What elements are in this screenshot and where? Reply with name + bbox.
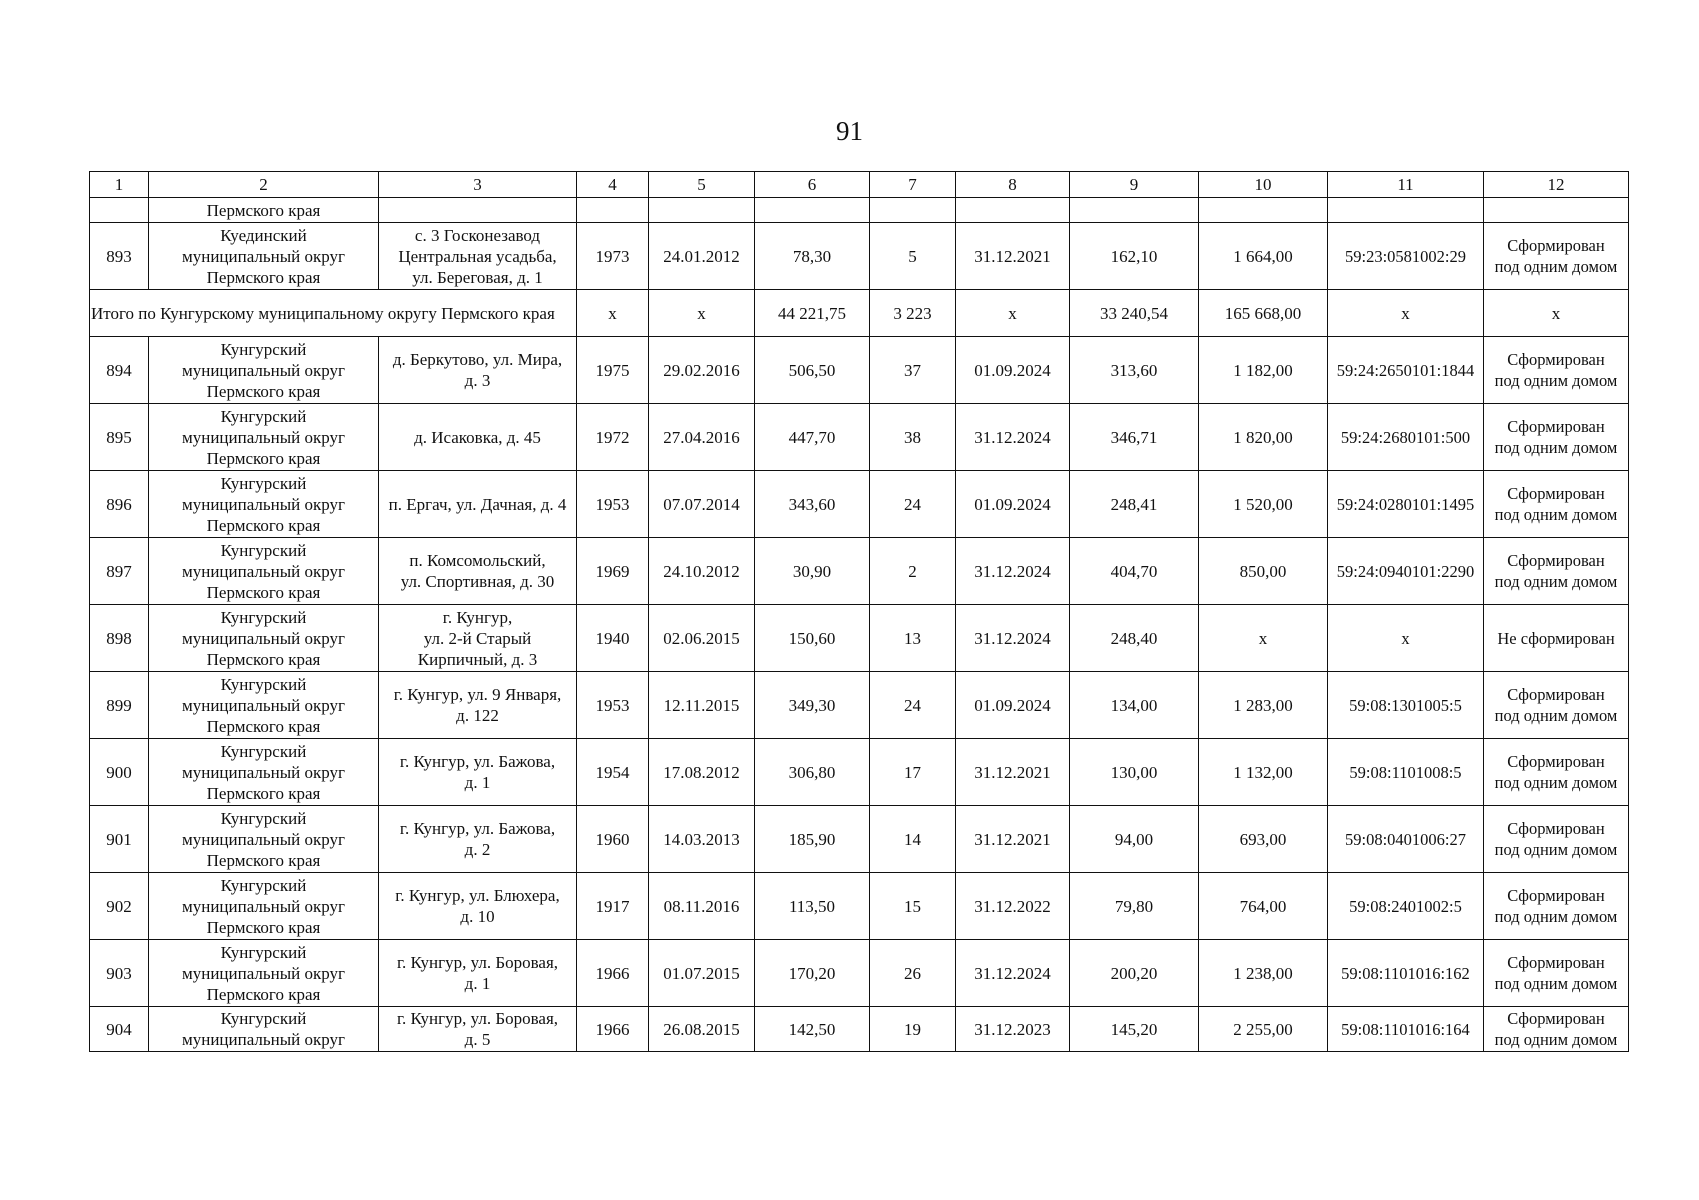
- row-number: 898: [90, 605, 149, 672]
- date-cell: 29.02.2016: [649, 337, 755, 404]
- area-cell: 349,30: [755, 672, 870, 739]
- total-cell: х: [577, 290, 649, 337]
- table-cell: [379, 198, 577, 223]
- column-10-cell: 1 664,00: [1199, 223, 1328, 290]
- column-10-cell: 764,00: [1199, 873, 1328, 940]
- area-cell: 30,90: [755, 538, 870, 605]
- table-cell: [956, 198, 1070, 223]
- cadastral-number-cell: 59:24:0280101:1495: [1328, 471, 1484, 538]
- district-cell-line: Куединский: [220, 225, 307, 245]
- area-cell: 185,90: [755, 806, 870, 873]
- address-cell-line: ул. 2-й Старый: [423, 628, 532, 648]
- column-10-cell: 693,00: [1199, 806, 1328, 873]
- date-cell: 14.03.2013: [649, 806, 755, 873]
- year-cell: 1940: [577, 605, 649, 672]
- column-header: 10: [1199, 172, 1328, 198]
- year-cell: 1953: [577, 672, 649, 739]
- address-cell-line: д. 122: [456, 706, 499, 725]
- total-cell: 165 668,00: [1199, 290, 1328, 337]
- year-cell: 1966: [577, 1007, 649, 1052]
- status-cell-line: Сформирован: [1507, 551, 1605, 570]
- district-cell-line: муниципальный округ: [181, 762, 346, 782]
- district-cell: [149, 471, 379, 538]
- column-9-cell: 134,00: [1070, 672, 1199, 739]
- district-cell-line: муниципальный округ: [181, 695, 346, 715]
- status-cell-line: Сформирован: [1507, 752, 1605, 771]
- deadline-cell: 31.12.2024: [956, 940, 1070, 1007]
- address-cell: [379, 605, 577, 672]
- total-cell: 33 240,54: [1070, 290, 1199, 337]
- district-cell-line: Пермского края: [206, 783, 321, 803]
- cadastral-number-cell: 59:24:2680101:500: [1328, 404, 1484, 471]
- address-cell: [379, 1007, 577, 1052]
- row-number: 903: [90, 940, 149, 1007]
- residents-cell: 2: [870, 538, 956, 605]
- address-cell-line: г. Кунгур, ул. Блюхера,: [395, 886, 560, 905]
- table-row: [90, 806, 1629, 873]
- district-cell-line: Кунгурский: [220, 942, 307, 962]
- table-cell: [1328, 198, 1484, 223]
- total-cell: х: [956, 290, 1070, 337]
- residents-cell: 14: [870, 806, 956, 873]
- status-cell: [1484, 337, 1629, 404]
- area-cell: 150,60: [755, 605, 870, 672]
- year-cell: 1953: [577, 471, 649, 538]
- year-cell: 1972: [577, 404, 649, 471]
- column-number-header-row: [90, 172, 1629, 198]
- column-10-cell: 2 255,00: [1199, 1007, 1328, 1052]
- address-cell: [379, 404, 577, 471]
- row-number: 895: [90, 404, 149, 471]
- address-cell-line: г. Кунгур, ул. Боровая,: [396, 1009, 559, 1028]
- table-row: [90, 337, 1629, 404]
- district-cell-line: Кунгурский: [220, 473, 307, 493]
- column-10-cell: 1 283,00: [1199, 672, 1328, 739]
- year-cell: 1969: [577, 538, 649, 605]
- status-cell-line: под одним домом: [1494, 438, 1618, 457]
- residents-cell: 15: [870, 873, 956, 940]
- deadline-cell: 31.12.2023: [956, 1007, 1070, 1052]
- status-cell: [1484, 223, 1629, 290]
- address-cell-line: г. Кунгур, ул. Боровая,: [396, 953, 559, 972]
- address-cell-line: с. 3 Госконезавод: [414, 225, 541, 245]
- district-cell-line: Кунгурский: [220, 741, 307, 761]
- district-continuation-cell: Пермского края: [149, 198, 379, 223]
- table-cell: [870, 198, 956, 223]
- date-cell: 27.04.2016: [649, 404, 755, 471]
- status-cell-line: Сформирован: [1507, 236, 1605, 255]
- district-cell-line: муниципальный округ: [181, 628, 346, 648]
- address-cell-line: г. Кунгур, ул. 9 Января,: [393, 685, 562, 704]
- column-header: 7: [870, 172, 956, 198]
- status-cell-line: под одним домом: [1494, 706, 1618, 725]
- row-number: 894: [90, 337, 149, 404]
- district-cell: [149, 940, 379, 1007]
- cadastral-number-cell: х: [1328, 605, 1484, 672]
- column-9-cell: 346,71: [1070, 404, 1199, 471]
- table-row: [90, 940, 1629, 1007]
- total-cell: х: [1328, 290, 1484, 337]
- address-cell: [379, 940, 577, 1007]
- column-header: 9: [1070, 172, 1199, 198]
- address-cell: [379, 471, 577, 538]
- district-cell-line: Кунгурский: [220, 674, 307, 694]
- status-cell-line: под одним домом: [1494, 572, 1618, 591]
- status-cell: [1484, 672, 1629, 739]
- table-cell: [1199, 198, 1328, 223]
- column-10-cell: 1 820,00: [1199, 404, 1328, 471]
- district-cell-line: Пермского края: [206, 984, 321, 1004]
- column-9-cell: 313,60: [1070, 337, 1199, 404]
- column-header: 5: [649, 172, 755, 198]
- status-cell-line: Сформирован: [1507, 819, 1605, 838]
- total-cell: х: [649, 290, 755, 337]
- cadastral-number-cell: 59:08:1301005:5: [1328, 672, 1484, 739]
- column-10-cell: х: [1199, 605, 1328, 672]
- district-cell-line: Кунгурский: [220, 339, 307, 359]
- column-10-cell: 1 132,00: [1199, 739, 1328, 806]
- residents-cell: 13: [870, 605, 956, 672]
- deadline-cell: 01.09.2024: [956, 471, 1070, 538]
- district-cell-line: муниципальный округ: [181, 360, 346, 380]
- date-cell: 26.08.2015: [649, 1007, 755, 1052]
- column-9-cell: 200,20: [1070, 940, 1199, 1007]
- status-cell-line: Не сформирован: [1497, 628, 1615, 648]
- district-cell-line: Пермского края: [206, 381, 321, 401]
- row-number: 899: [90, 672, 149, 739]
- column-10-cell: 1 520,00: [1199, 471, 1328, 538]
- area-cell: 78,30: [755, 223, 870, 290]
- date-cell: 24.10.2012: [649, 538, 755, 605]
- address-cell-line: г. Кунгур, ул. Бажова,: [399, 819, 556, 838]
- district-cell: [149, 404, 379, 471]
- deadline-cell: 31.12.2021: [956, 739, 1070, 806]
- year-cell: 1960: [577, 806, 649, 873]
- column-header: 8: [956, 172, 1070, 198]
- row-number: 900: [90, 739, 149, 806]
- table-row: [90, 1007, 1629, 1052]
- address-cell-line: Кирпичный, д. 3: [417, 649, 538, 669]
- address-cell-line: д. Беркутово, ул. Мира,: [392, 350, 563, 369]
- district-cell-line: Пермского края: [206, 649, 321, 669]
- column-9-cell: 404,70: [1070, 538, 1199, 605]
- table-row: [90, 739, 1629, 806]
- total-label: Итого по Кунгурскому муниципальному округу Пермского края: [90, 290, 577, 337]
- district-cell: [149, 1007, 379, 1052]
- district-cell-line: Кунгурский: [220, 406, 307, 426]
- district-cell-line: Пермского края: [206, 850, 321, 870]
- column-10-cell: 1 182,00: [1199, 337, 1328, 404]
- column-10-cell: 850,00: [1199, 538, 1328, 605]
- status-cell: [1484, 1007, 1629, 1052]
- status-cell: [1484, 940, 1629, 1007]
- residents-cell: 5: [870, 223, 956, 290]
- row-number: 904: [90, 1007, 149, 1052]
- cadastral-number-cell: 59:08:1101008:5: [1328, 739, 1484, 806]
- table-cell: [1070, 198, 1199, 223]
- table-cell: [577, 198, 649, 223]
- address-cell-line: п. Ергач, ул. Дачная, д. 4: [388, 494, 567, 514]
- column-9-cell: 94,00: [1070, 806, 1199, 873]
- table-row: [90, 873, 1629, 940]
- deadline-cell: 31.12.2024: [956, 538, 1070, 605]
- status-cell: [1484, 404, 1629, 471]
- status-cell-line: Сформирован: [1507, 484, 1605, 503]
- status-cell-line: под одним домом: [1494, 974, 1618, 993]
- date-cell: 24.01.2012: [649, 223, 755, 290]
- address-cell: [379, 223, 577, 290]
- cadastral-number-cell: 59:23:0581002:29: [1328, 223, 1484, 290]
- date-cell: 01.07.2015: [649, 940, 755, 1007]
- status-cell-line: Сформирован: [1507, 685, 1605, 704]
- address-cell-line: д. 5: [464, 1030, 491, 1049]
- district-cell-line: Кунгурский: [220, 1009, 307, 1028]
- district-cell-line: Пермского края: [206, 267, 321, 287]
- address-cell-line: г. Кунгур,: [442, 607, 513, 627]
- column-9-cell: 130,00: [1070, 739, 1199, 806]
- address-cell-line: д. Исаковка, д. 45: [414, 427, 541, 447]
- deadline-cell: 31.12.2024: [956, 404, 1070, 471]
- residents-cell: 38: [870, 404, 956, 471]
- deadline-cell: 31.12.2022: [956, 873, 1070, 940]
- column-9-cell: 145,20: [1070, 1007, 1199, 1052]
- district-cell-line: муниципальный округ: [181, 1030, 346, 1049]
- status-cell-line: под одним домом: [1494, 371, 1618, 390]
- year-cell: 1975: [577, 337, 649, 404]
- address-cell-line: г. Кунгур, ул. Бажова,: [399, 752, 556, 771]
- total-row: [90, 290, 1629, 337]
- status-cell-line: под одним домом: [1494, 907, 1618, 926]
- table-cell: [1484, 198, 1629, 223]
- status-cell-line: под одним домом: [1494, 773, 1618, 792]
- deadline-cell: 01.09.2024: [956, 672, 1070, 739]
- status-cell-line: Сформирован: [1507, 350, 1605, 369]
- deadline-cell: 01.09.2024: [956, 337, 1070, 404]
- district-cell: [149, 337, 379, 404]
- district-cell-line: муниципальный округ: [181, 963, 346, 983]
- housing-registry-table: [89, 171, 1629, 1052]
- status-cell-line: под одним домом: [1494, 1030, 1618, 1049]
- address-cell-line: ул. Береговая, д. 1: [412, 267, 543, 287]
- district-cell: [149, 223, 379, 290]
- address-cell-line: Центральная усадьба,: [398, 246, 557, 266]
- status-cell-line: Сформирован: [1507, 417, 1605, 436]
- year-cell: 1973: [577, 223, 649, 290]
- status-cell-line: под одним домом: [1494, 840, 1618, 859]
- address-cell: [379, 806, 577, 873]
- district-cell-line: Кунгурский: [220, 607, 307, 627]
- cadastral-number-cell: 59:08:1101016:164: [1328, 1007, 1484, 1052]
- district-cell-line: муниципальный округ: [181, 561, 346, 581]
- column-header: 3: [379, 172, 577, 198]
- district-cell-line: Пермского края: [206, 515, 321, 535]
- status-cell: [1484, 806, 1629, 873]
- table-row: [90, 605, 1629, 672]
- row-number: 896: [90, 471, 149, 538]
- column-9-cell: 248,40: [1070, 605, 1199, 672]
- table-row: [90, 404, 1629, 471]
- deadline-cell: 31.12.2021: [956, 806, 1070, 873]
- district-cell: [149, 672, 379, 739]
- district-cell-line: Пермского края: [206, 582, 321, 602]
- residents-cell: 19: [870, 1007, 956, 1052]
- area-cell: 142,50: [755, 1007, 870, 1052]
- status-cell-line: под одним домом: [1494, 505, 1618, 524]
- district-cell: [149, 739, 379, 806]
- column-10-cell: 1 238,00: [1199, 940, 1328, 1007]
- deadline-cell: 31.12.2024: [956, 605, 1070, 672]
- row-number: 901: [90, 806, 149, 873]
- page-number: 91: [836, 116, 863, 146]
- column-9-cell: 79,80: [1070, 873, 1199, 940]
- column-header: 1: [90, 172, 149, 198]
- continuation-row: [90, 198, 1629, 223]
- district-cell-line: Пермского края: [206, 448, 321, 468]
- year-cell: 1954: [577, 739, 649, 806]
- cadastral-number-cell: 59:08:1101016:162: [1328, 940, 1484, 1007]
- district-cell-line: Кунгурский: [220, 875, 307, 895]
- area-cell: 447,70: [755, 404, 870, 471]
- row-number: 897: [90, 538, 149, 605]
- address-cell-line: ул. Спортивная, д. 30: [400, 572, 555, 591]
- district-cell-line: муниципальный округ: [181, 427, 346, 447]
- residents-cell: 24: [870, 471, 956, 538]
- area-cell: 113,50: [755, 873, 870, 940]
- district-cell-line: муниципальный округ: [181, 494, 346, 514]
- district-cell-line: муниципальный округ: [181, 246, 346, 266]
- column-header: 4: [577, 172, 649, 198]
- status-cell-line: под одним домом: [1494, 257, 1618, 276]
- date-cell: 17.08.2012: [649, 739, 755, 806]
- cadastral-number-cell: 59:24:0940101:2290: [1328, 538, 1484, 605]
- district-cell-line: Пермского края: [206, 716, 321, 736]
- district-cell-line: Кунгурский: [220, 808, 307, 828]
- residents-cell: 37: [870, 337, 956, 404]
- column-9-cell: 248,41: [1070, 471, 1199, 538]
- address-cell: [379, 538, 577, 605]
- residents-cell: 24: [870, 672, 956, 739]
- status-cell: [1484, 739, 1629, 806]
- area-cell: 170,20: [755, 940, 870, 1007]
- district-cell-line: муниципальный округ: [181, 829, 346, 849]
- area-cell: 506,50: [755, 337, 870, 404]
- address-cell-line: д. 3: [464, 371, 491, 390]
- deadline-cell: 31.12.2021: [956, 223, 1070, 290]
- address-cell: [379, 873, 577, 940]
- district-cell: [149, 538, 379, 605]
- row-number: 902: [90, 873, 149, 940]
- district-cell: [149, 806, 379, 873]
- column-header: 6: [755, 172, 870, 198]
- total-cell: х: [1484, 290, 1629, 337]
- date-cell: 02.06.2015: [649, 605, 755, 672]
- status-cell-line: Сформирован: [1507, 886, 1605, 905]
- cadastral-number-cell: 59:24:2650101:1844: [1328, 337, 1484, 404]
- district-cell-line: Кунгурский: [220, 540, 307, 560]
- status-cell-line: Сформирован: [1507, 1009, 1605, 1028]
- status-cell: [1484, 605, 1629, 672]
- address-cell-line: д. 1: [464, 974, 491, 993]
- total-cell: 44 221,75: [755, 290, 870, 337]
- address-cell: [379, 337, 577, 404]
- table-row: [90, 471, 1629, 538]
- column-header: 2: [149, 172, 379, 198]
- column-header: 11: [1328, 172, 1484, 198]
- date-cell: 12.11.2015: [649, 672, 755, 739]
- table-row: [90, 538, 1629, 605]
- year-cell: 1917: [577, 873, 649, 940]
- status-cell: [1484, 471, 1629, 538]
- total-cell: 3 223: [870, 290, 956, 337]
- row-number: 893: [90, 223, 149, 290]
- table-cell: [90, 198, 149, 223]
- table-cell: [649, 198, 755, 223]
- year-cell: 1966: [577, 940, 649, 1007]
- address-cell-line: п. Комсомольский,: [409, 551, 546, 570]
- residents-cell: 26: [870, 940, 956, 1007]
- column-9-cell: 162,10: [1070, 223, 1199, 290]
- status-cell: [1484, 873, 1629, 940]
- district-cell-line: муниципальный округ: [181, 896, 346, 916]
- district-cell: [149, 605, 379, 672]
- district-cell: [149, 873, 379, 940]
- area-cell: 343,60: [755, 471, 870, 538]
- table-row: [90, 223, 1629, 290]
- address-cell: [379, 672, 577, 739]
- area-cell: 306,80: [755, 739, 870, 806]
- address-cell: [379, 739, 577, 806]
- column-header: 12: [1484, 172, 1629, 198]
- date-cell: 07.07.2014: [649, 471, 755, 538]
- district-cell-line: Пермского края: [206, 917, 321, 937]
- table-cell: [755, 198, 870, 223]
- address-cell-line: д. 1: [464, 773, 491, 792]
- cadastral-number-cell: 59:08:0401006:27: [1328, 806, 1484, 873]
- residents-cell: 17: [870, 739, 956, 806]
- table-row: [90, 672, 1629, 739]
- date-cell: 08.11.2016: [649, 873, 755, 940]
- status-cell: [1484, 538, 1629, 605]
- cadastral-number-cell: 59:08:2401002:5: [1328, 873, 1484, 940]
- address-cell-line: д. 10: [460, 907, 495, 926]
- status-cell-line: Сформирован: [1507, 953, 1605, 972]
- address-cell-line: д. 2: [464, 840, 491, 859]
